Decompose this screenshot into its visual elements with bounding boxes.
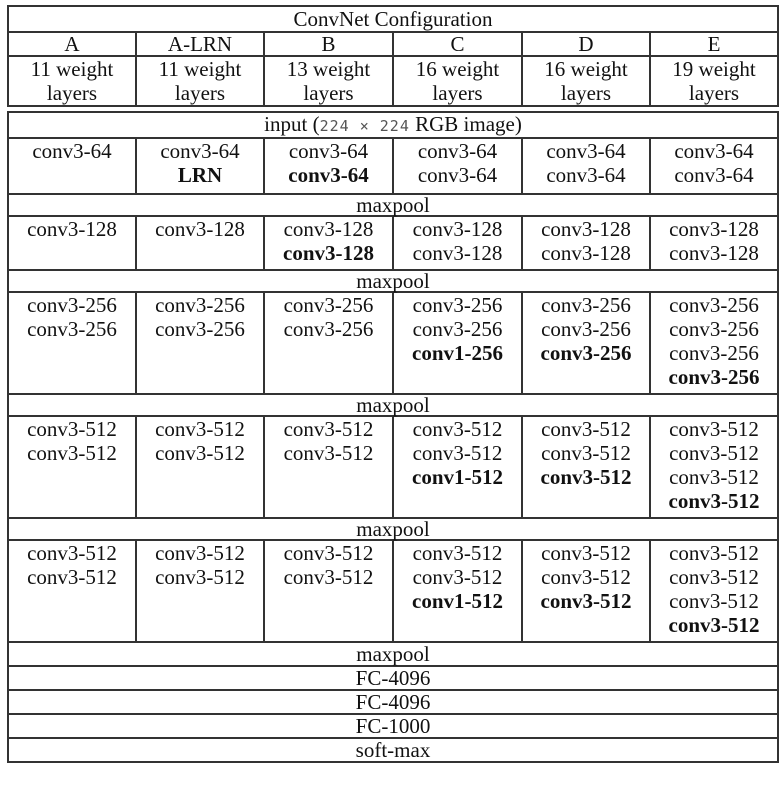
conv-block-4-cell-e (650, 416, 778, 518)
conv-block-1-cell-e (650, 138, 778, 194)
maxpool-row (8, 194, 778, 216)
maxpool-row (8, 270, 778, 292)
conv-block-2-cell-b (264, 216, 393, 270)
maxpool-label: maxpool (8, 518, 778, 540)
conv-block-3-cell-e (650, 292, 778, 394)
layer-label: conv3-512 (669, 541, 759, 565)
layer-label: conv3-256 (155, 317, 245, 341)
maxpool-row (8, 518, 778, 540)
layer-label: conv3-128 (412, 217, 503, 241)
layer-label: conv3-256 (283, 317, 374, 341)
column-header-a-lrn: A-LRN (136, 32, 264, 56)
layer-label: conv3-128 (27, 217, 117, 241)
maxpool-label: maxpool (8, 194, 778, 216)
layer-label: conv3-512 (541, 565, 631, 589)
tail-layer-label: maxpool (8, 642, 778, 666)
layer-label: conv3-128 (541, 217, 631, 241)
input-dimensions: 224 × 224 (319, 117, 410, 135)
conv-block-3-cell-a-lrn (136, 292, 264, 394)
layer-label: conv3-512 (283, 441, 374, 465)
layer-label: conv3-512 (412, 565, 503, 589)
layer-label: conv3-64 (546, 163, 626, 187)
conv-block-1-cell-b (264, 138, 393, 194)
layer-label: conv3-256 (27, 317, 117, 341)
conv-block-2-cell-d (522, 216, 650, 270)
maxpool-row (8, 394, 778, 416)
layer-label: conv3-64 (546, 139, 626, 163)
layer-label: conv3-256 (27, 293, 117, 317)
weight-layers-row (8, 56, 778, 106)
layer-label: conv3-256 (155, 293, 245, 317)
layer-label: conv3-128 (669, 217, 759, 241)
layer-label: conv3-64 (32, 139, 112, 163)
layer-label: conv3-64 (417, 139, 498, 163)
layer-label: conv3-512 (541, 441, 631, 465)
layer-label: conv3-512 (283, 417, 374, 441)
layer-label: conv3-64 (288, 139, 369, 163)
layer-label: conv3-512 (668, 613, 760, 637)
column-header-d: D (522, 32, 650, 56)
conv-block-5-cell-c (393, 540, 522, 642)
table-title: ConvNet Configuration (8, 6, 778, 32)
layer-label: conv3-64 (674, 139, 754, 163)
layer-label: conv3-64 (160, 139, 240, 163)
conv-block-3-cell-a (8, 292, 136, 394)
layer-label: conv3-256 (283, 293, 374, 317)
conv-block-5-cell-d (522, 540, 650, 642)
conv-block-4-cell-a-lrn (136, 416, 264, 518)
layer-label: conv3-128 (412, 241, 503, 265)
tail-row-5 (8, 738, 778, 762)
layer-label: conv3-512 (155, 565, 245, 589)
layer-label: conv3-128 (541, 241, 631, 265)
input-row (8, 112, 778, 138)
input-label: input (224 × 224 RGB image) (8, 112, 778, 138)
maxpool-label: maxpool (8, 394, 778, 416)
layer-label: conv3-256 (669, 293, 759, 317)
layer-label: conv3-512 (412, 417, 503, 441)
conv-block-2-cell-a-lrn (136, 216, 264, 270)
weight-layers-c: 16 weight layers (393, 56, 522, 106)
tail-row-2 (8, 666, 778, 690)
conv-block-2-cell-c (393, 216, 522, 270)
tail-layer-label: FC-4096 (8, 666, 778, 690)
conv-block-4-cell-a (8, 416, 136, 518)
weight-layers-a: 11 weight layers (8, 56, 136, 106)
layer-label: conv3-512 (541, 541, 631, 565)
layer-label: conv3-256 (541, 293, 631, 317)
column-header-a: A (8, 32, 136, 56)
conv-block-1-cell-c (393, 138, 522, 194)
layer-label: conv3-256 (669, 317, 759, 341)
layer-label: conv3-256 (412, 317, 503, 341)
layer-label: conv3-256 (668, 365, 760, 389)
column-header-e: E (650, 32, 778, 56)
layer-label: conv3-512 (283, 565, 374, 589)
conv-block-row-3 (8, 292, 778, 394)
conv-block-1-cell-a (8, 138, 136, 194)
layer-label: conv3-512 (27, 417, 117, 441)
conv-block-5-cell-e (650, 540, 778, 642)
convnet-configuration-table (7, 5, 779, 763)
conv-block-4-cell-d (522, 416, 650, 518)
layer-label: conv3-512 (669, 565, 759, 589)
maxpool-label: maxpool (8, 270, 778, 292)
layer-label: conv3-512 (541, 417, 631, 441)
conv-block-5-cell-a-lrn (136, 540, 264, 642)
tail-layer-label: soft-max (8, 738, 778, 762)
conv-block-3-cell-c (393, 292, 522, 394)
layer-label: conv3-512 (155, 541, 245, 565)
conv-block-2-cell-a (8, 216, 136, 270)
column-header-b: B (264, 32, 393, 56)
title-row (8, 6, 778, 32)
layer-label: conv3-512 (412, 441, 503, 465)
tail-layer-label: FC-1000 (8, 714, 778, 738)
conv-block-4-cell-c (393, 416, 522, 518)
tail-row-1 (8, 642, 778, 666)
weight-layers-a-lrn: 11 weight layers (136, 56, 264, 106)
conv-block-2-cell-e (650, 216, 778, 270)
layer-label: conv3-64 (288, 163, 369, 187)
layer-label: conv3-512 (669, 589, 759, 613)
tail-row-3 (8, 690, 778, 714)
layer-label: conv3-64 (417, 163, 498, 187)
layer-label: conv3-512 (155, 417, 245, 441)
conv-block-4-cell-b (264, 416, 393, 518)
layer-label: conv3-128 (283, 217, 374, 241)
tail-layer-label: FC-4096 (8, 690, 778, 714)
layer-label: conv3-512 (155, 441, 245, 465)
layer-label: conv3-256 (540, 341, 632, 365)
layer-label: conv3-512 (669, 417, 759, 441)
conv-block-1-cell-a-lrn (136, 138, 264, 194)
layer-label: conv3-256 (541, 317, 631, 341)
conv-block-1-cell-d (522, 138, 650, 194)
layer-label: conv3-64 (674, 163, 754, 187)
layer-label: conv3-128 (155, 217, 245, 241)
conv-block-5-cell-a (8, 540, 136, 642)
layer-label: LRN (177, 163, 223, 187)
conv-block-5-cell-b (264, 540, 393, 642)
layer-label: conv3-512 (668, 489, 760, 513)
weight-layers-b: 13 weight layers (264, 56, 393, 106)
layer-label: conv3-512 (669, 441, 759, 465)
layer-label: conv3-256 (412, 293, 503, 317)
layer-label: conv3-512 (27, 441, 117, 465)
layer-label: conv3-512 (283, 541, 374, 565)
layer-label: conv3-128 (283, 241, 374, 265)
conv-block-row-5 (8, 540, 778, 642)
conv-block-3-cell-d (522, 292, 650, 394)
layer-label: conv3-512 (669, 465, 759, 489)
layer-label: conv3-256 (669, 341, 759, 365)
conv-block-row-2 (8, 216, 778, 270)
layer-label: conv3-512 (540, 589, 632, 613)
layer-label: conv3-512 (27, 541, 117, 565)
conv-block-row-4 (8, 416, 778, 518)
tail-row-4 (8, 714, 778, 738)
layer-label: conv3-512 (412, 541, 503, 565)
layer-label: conv3-512 (540, 465, 632, 489)
layer-label: conv1-512 (412, 589, 503, 613)
column-header-c: C (393, 32, 522, 56)
convnet-configuration-table-container (7, 5, 777, 763)
weight-layers-e: 19 weight layers (650, 56, 778, 106)
conv-block-row-1 (8, 138, 778, 194)
layer-label: conv3-512 (27, 565, 117, 589)
layer-label: conv1-256 (412, 341, 503, 365)
layer-label: conv3-128 (669, 241, 759, 265)
layer-label: conv1-512 (412, 465, 503, 489)
weight-layers-d: 16 weight layers (522, 56, 650, 106)
column-header-row (8, 32, 778, 56)
conv-block-3-cell-b (264, 292, 393, 394)
